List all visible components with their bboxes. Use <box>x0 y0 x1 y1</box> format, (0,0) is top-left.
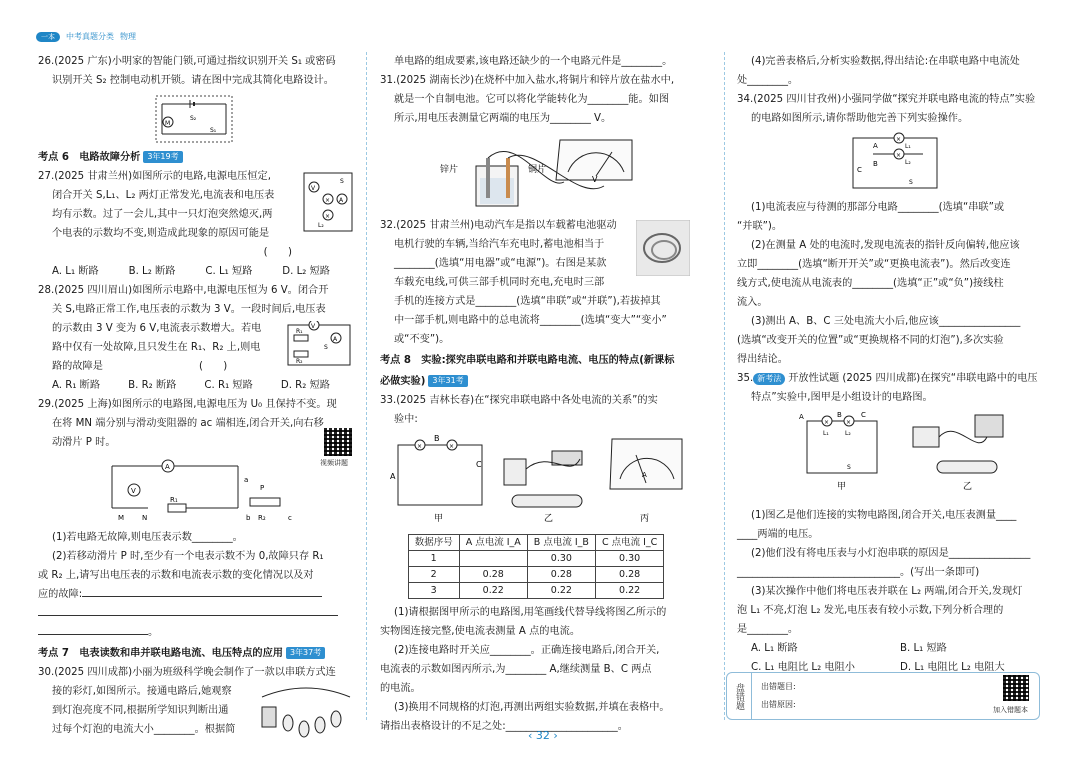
q34-sub3: 得出结论。 <box>737 354 788 365</box>
q32-charging-cable-photo <box>636 220 690 276</box>
svg-text:V: V <box>592 175 598 184</box>
label-copper: 铜片 <box>528 165 547 175</box>
q33-data-table <box>408 534 665 599</box>
svg-text:×: × <box>325 197 331 204</box>
table-header: B 点电流 I_B <box>527 535 595 551</box>
q29-sub2: 或 R₂ 上,请写出电压表的示数和电流表示数的变化情况以及对 <box>38 570 314 581</box>
q35-text: 35. 新考法 开放性试题 (2025 四川成都)在探究“串联电路中的电压 <box>737 373 1038 384</box>
q32-text: 中一部手机,则电路中的总电流将________(选填“变大”“变小” <box>394 315 667 326</box>
option-b: B. L₂ 断路 <box>128 266 176 277</box>
q28-options <box>38 376 350 395</box>
q33-figures <box>380 429 692 525</box>
q35-sub1: (1)图乙是他们连接的实物电路图,闭合开关,电压表测量____ <box>751 510 1017 521</box>
svg-text:C: C <box>861 411 866 419</box>
svg-text:B: B <box>434 434 440 443</box>
q27-circuit-figure <box>300 169 356 235</box>
option-b: B. L₁ 短路 <box>900 643 947 654</box>
new-method-badge: 新考法 <box>753 373 785 385</box>
qr-code[interactable] <box>324 428 352 456</box>
frequency-badge: 3年31考 <box>428 375 467 387</box>
q28-text: 关 S,电路正常工作,电压表的示数为 3 V。一段时间后,电压表 <box>52 304 326 315</box>
q33-sub2: (2)连接电路时开关应________。正确连接电路后,闭合开关, <box>394 645 660 656</box>
q30-text: 30.(2025 四川成都)小丽为班级科学晚会制作了一款以串联方式连 <box>38 667 336 678</box>
svg-text:S: S <box>340 178 344 185</box>
svg-text:×: × <box>824 419 830 426</box>
q33-sub2: 电流表的示数如图丙所示,为________ A,继续测量 B、C 两点 <box>380 664 652 675</box>
table-header: C 点电流 I_C <box>595 535 663 551</box>
svg-text:R₂: R₂ <box>296 358 303 365</box>
page-number: ‹ 32 › <box>528 729 558 742</box>
label-salt-water <box>484 211 502 212</box>
svg-text:A: A <box>642 471 647 479</box>
table-header: 数据序号 <box>408 535 459 551</box>
answer-bracket: ( ) <box>263 247 292 258</box>
label-yi: 乙 <box>544 514 554 524</box>
svg-text:M: M <box>118 514 125 522</box>
frequency-badge: 3年19考 <box>143 151 182 163</box>
book-title: 中考真题分类 <box>66 32 114 41</box>
svg-text:L₂: L₂ <box>845 430 851 437</box>
option-c: C. L₁ 短路 <box>205 266 253 277</box>
q30-text: 过每个灯泡的电流大小________。根据简 <box>52 724 236 735</box>
q28-text: 路中仅有一处故障,且只发生在 R₁、R₂ 上,则电 <box>52 342 261 353</box>
q26-text: 26.(2025 广东)小明家的智能门锁,可通过指纹识别开关 S₁ 或密码 <box>38 56 336 67</box>
column-divider <box>366 52 367 720</box>
q28-text: 路的故障是 ( ) <box>52 361 228 372</box>
svg-text:A: A <box>339 197 344 204</box>
q27-text: 闭合开关 S,L₁、L₂ 两灯正常发光,电流表和电压表 <box>52 190 275 201</box>
q30-text: 到灯泡亮度不同,根据所学知识判断出通 <box>52 705 229 716</box>
q34-text: 34.(2025 四川甘孜州)小强同学做“探究并联电路电流的特点”实验 <box>737 94 1036 105</box>
svg-text:S: S <box>847 464 851 471</box>
q29-sub1: (1)若电路无故障,则电压表示数________。 <box>52 532 243 543</box>
svg-text:N: N <box>142 514 148 522</box>
svg-text:×: × <box>325 213 331 220</box>
svg-text:×: × <box>846 419 852 426</box>
table-row: 3 0.22 0.22 0.22 <box>408 583 664 599</box>
label-yi: 乙 <box>963 482 973 492</box>
q35-sub2: ________________________________。(写出一条即可) <box>737 567 980 578</box>
q33-sub2: 的电流。 <box>380 683 421 694</box>
section-6-title: 考点 6 电路故障分析 3年19考 <box>38 148 350 167</box>
brand-logo: 一本 <box>36 32 60 42</box>
q32-text: 32.(2025 甘肃兰州)电动汽车是指以车载蓄电池驱动 <box>380 220 617 231</box>
svg-text:A: A <box>390 472 396 481</box>
q33-sub4: (4)完善表格后,分析实验数据,得出结论:在串联电路中电流处 <box>751 56 1020 67</box>
q34-sub3: (选填“改变开关的位置”或“更换规格不同的灯泡”),多次实验 <box>737 335 1004 346</box>
subject-label: 物理 <box>120 32 136 41</box>
q32-text: 电机行驶的车辆,当给汽车充电时,蓄电池相当于 <box>394 239 605 250</box>
q31-text: 31.(2025 湖南长沙)在烧杯中加入盐水,将铜片和锌片放在盐水中, <box>380 75 675 86</box>
svg-text:L₁: L₁ <box>905 143 911 150</box>
q30-string-lights-figure <box>258 683 354 741</box>
svg-text:L₂: L₂ <box>905 159 911 166</box>
q33-sub4: 处________。 <box>737 75 799 86</box>
q29-text: 在将 MN 端分别与滑动变阻器的 ac 端相连,闭合开关,向右移 <box>52 418 324 429</box>
section-8-title: 必做实验) 3年31考 <box>380 372 692 391</box>
q33-sub3: 请指出表格设计的不足之处:______________________。 <box>380 721 628 732</box>
svg-text:×: × <box>896 152 902 159</box>
q29-circuit-figure <box>108 458 298 524</box>
q34-text: 的电路如图所示,请你帮助他完善下列实验操作。 <box>751 113 969 124</box>
q35-sub3: 是________。 <box>737 624 799 635</box>
q30-text: 接的彩灯,如图所示。接通电路后,她观察 <box>52 686 232 697</box>
q29-sub2: 应的故障: <box>38 585 350 604</box>
option-b: B. R₂ 断路 <box>128 380 177 391</box>
q35-text: 特点”实验中,图甲是小组设计的电路图。 <box>751 392 933 403</box>
q28-text: 的示数由 3 V 变为 6 V,电流表示数增大。若电 <box>52 323 262 334</box>
q33-text: 33.(2025 吉林长春)在“探究串联电路中各处电流的关系”的实 <box>380 395 658 406</box>
svg-text:A: A <box>873 142 878 150</box>
q31-text: 所示,用电压表测量它两端的电压为________ V。 <box>394 113 612 124</box>
svg-text:M: M <box>165 120 171 127</box>
q31-battery-voltmeter-figure <box>436 132 636 212</box>
svg-text:A: A <box>799 413 804 421</box>
table-row: 2 0.28 0.28 0.28 <box>408 567 664 583</box>
page-header <box>36 31 136 42</box>
svg-text:S: S <box>909 179 913 186</box>
q26-circuit-figure <box>154 94 234 144</box>
label-bing: 丙 <box>640 514 650 524</box>
answer-line <box>38 604 350 623</box>
q32-text: ________(选填“用电器”或“电源”)。右图是某款 <box>394 258 607 269</box>
section-8-title: 考点 8 实验:探究串联电路和并联电路电流、电压的特点(新课标 <box>380 355 675 366</box>
qr-label: 视频讲题 <box>320 459 348 467</box>
q29-text: 动滑片 P 时。 <box>52 437 116 448</box>
svg-text:V: V <box>311 185 316 192</box>
svg-text:P: P <box>260 484 265 492</box>
option-c: C. R₁ 短路 <box>204 380 253 391</box>
column-2 <box>380 52 692 736</box>
option-c: C. L₁ 电阻比 L₂ 电阻小 <box>751 662 855 673</box>
svg-text:c: c <box>288 514 292 522</box>
q32-text: 车载充电线,可供三部手机同时充电,充电时三部 <box>394 277 605 288</box>
svg-text:R₁: R₁ <box>296 328 303 335</box>
q35-figures <box>737 407 1049 499</box>
option-d: D. L₁ 电阻比 L₂ 电阻大 <box>900 662 1005 673</box>
q34-sub2: 立即________(选填“断开开关”或“更换电流表”)。然后改变连 <box>737 259 1011 270</box>
section-7-title: 考点 7 电表读数和串并联电路电流、电压特点的应用 3年37考 <box>38 644 350 663</box>
q27-options <box>38 262 350 281</box>
q34-sub1: “并联”)。 <box>737 221 783 232</box>
column-1 <box>38 52 350 739</box>
svg-text:L₁: L₁ <box>823 430 829 437</box>
q35-sub1: ____两端的电压。 <box>737 529 819 540</box>
column-divider <box>724 52 725 720</box>
svg-text:S₂: S₂ <box>190 115 197 122</box>
column-3 <box>737 52 1049 677</box>
svg-text:V: V <box>311 323 316 330</box>
frequency-badge: 3年37考 <box>286 647 325 659</box>
q27-text: 个电表的示数均不变,则造成此现象的原因可能是 <box>52 228 270 239</box>
svg-text:a: a <box>244 476 249 484</box>
svg-text:b: b <box>246 514 251 522</box>
svg-text:B: B <box>837 411 842 419</box>
qr-code[interactable] <box>1003 675 1029 701</box>
svg-text:×: × <box>896 136 902 143</box>
svg-text:A: A <box>333 336 338 343</box>
error-review-box <box>726 672 1040 720</box>
q26-text: 识别开关 S₂ 控制电动机开锁。请在图中完成其简化电路设计。 <box>52 75 334 86</box>
q33-text: 验中: <box>394 414 418 425</box>
q33-sub1: 实物图连接完整,使电流表测量 A 点的电流。 <box>380 626 581 637</box>
q34-parallel-circuit-figure <box>843 132 943 194</box>
option-d: D. L₂ 短路 <box>282 266 330 277</box>
q34-sub1: (1)电流表应与待测的那部分电路________(选填“串联”或 <box>751 202 1005 213</box>
q32-text: 或“不变”)。 <box>394 334 450 345</box>
table-row: 1 0.30 0.30 <box>408 551 664 567</box>
svg-text:R₂: R₂ <box>258 514 266 522</box>
svg-text:C: C <box>857 166 862 174</box>
label-jia: 甲 <box>837 482 847 492</box>
q27-text: 均有示数。过了一会儿,其中一只灯泡突然熄灭,两 <box>52 209 273 220</box>
answer-line: 。 <box>38 623 350 642</box>
error-box-label: 盘错题 <box>727 673 752 719</box>
option-a: A. L₁ 断路 <box>751 643 798 654</box>
q33-sub3: (3)换用不同规格的灯泡,再测出两组实验数据,并填在表格中。 <box>394 702 670 713</box>
svg-text:A: A <box>165 463 170 471</box>
q34-sub2: 线方式,使电流从电流表的________(选填“正”或“负”)接线柱 <box>737 278 1004 289</box>
option-a: A. L₁ 断路 <box>52 266 99 277</box>
q28-text: 28.(2025 四川眉山)如图所示电路中,电源电压恒为 6 V。闭合开 <box>38 285 329 296</box>
svg-text:S: S <box>324 344 328 351</box>
svg-text:L₂: L₂ <box>318 222 324 229</box>
error-question-field: 出错题目: <box>761 682 796 691</box>
q35-sub2: (2)他们没有将电压表与小灯泡串联的原因是________________ <box>751 548 1031 559</box>
q32-text: 手机的连接方式是________(选填“串联”或“并联”),若拔掉其 <box>394 296 661 307</box>
error-reason-field: 出错原因: <box>761 700 796 709</box>
q35-sub3: 泡 L₁ 不亮,灯泡 L₂ 发光,电压表有较小示数,下列分析合理的 <box>737 605 1004 616</box>
q27-text: 27.(2025 甘肃兰州)如图所示的电路,电源电压恒定, <box>38 171 271 182</box>
q30-text: 单电路的组成要素,该电路还缺少的一个电路元件是________。 <box>394 56 673 67</box>
svg-text:S₁: S₁ <box>210 127 217 134</box>
option-a: A. R₁ 断路 <box>52 380 101 391</box>
svg-text:×: × <box>449 443 455 450</box>
q29-text: 29.(2025 上海)如图所示的电路图,电源电压为 U₀ 且保持不变。现 <box>38 399 337 410</box>
svg-text:V: V <box>131 487 136 495</box>
svg-text:R₁: R₁ <box>170 496 178 504</box>
qr-label: 加入错题本 <box>993 706 1028 714</box>
q33-sub1: (1)请根据图甲所示的电路图,用笔画线代替导线将图乙所示的 <box>394 607 667 618</box>
q28-circuit-figure <box>284 321 354 369</box>
table-header: A 点电流 I_A <box>459 535 527 551</box>
svg-text:×: × <box>417 443 423 450</box>
svg-text:C: C <box>476 460 482 469</box>
q34-sub2: 流入。 <box>737 297 768 308</box>
option-d: D. R₂ 短路 <box>280 380 330 391</box>
q29-sub2: (2)若移动滑片 P 时,至少有一个电表示数不为 0,故障只存 R₁ <box>52 551 324 562</box>
label-zinc: 锌片 <box>440 165 459 175</box>
q35-sub3: (3)某次操作中他们将电压表并联在 L₂ 两端,闭合开关,发现灯 <box>751 586 1023 597</box>
q31-text: 就是一个自制电池。它可以将化学能转化为________能。如图 <box>394 94 670 105</box>
label-jia: 甲 <box>434 514 444 524</box>
q34-sub3: (3)测出 A、B、C 三处电流大小后,他应该________________ <box>751 316 1021 327</box>
q34-sub2: (2)在测量 A 处的电流时,发现电流表的指针反向偏转,他应该 <box>751 240 1020 251</box>
svg-text:B: B <box>873 160 878 168</box>
